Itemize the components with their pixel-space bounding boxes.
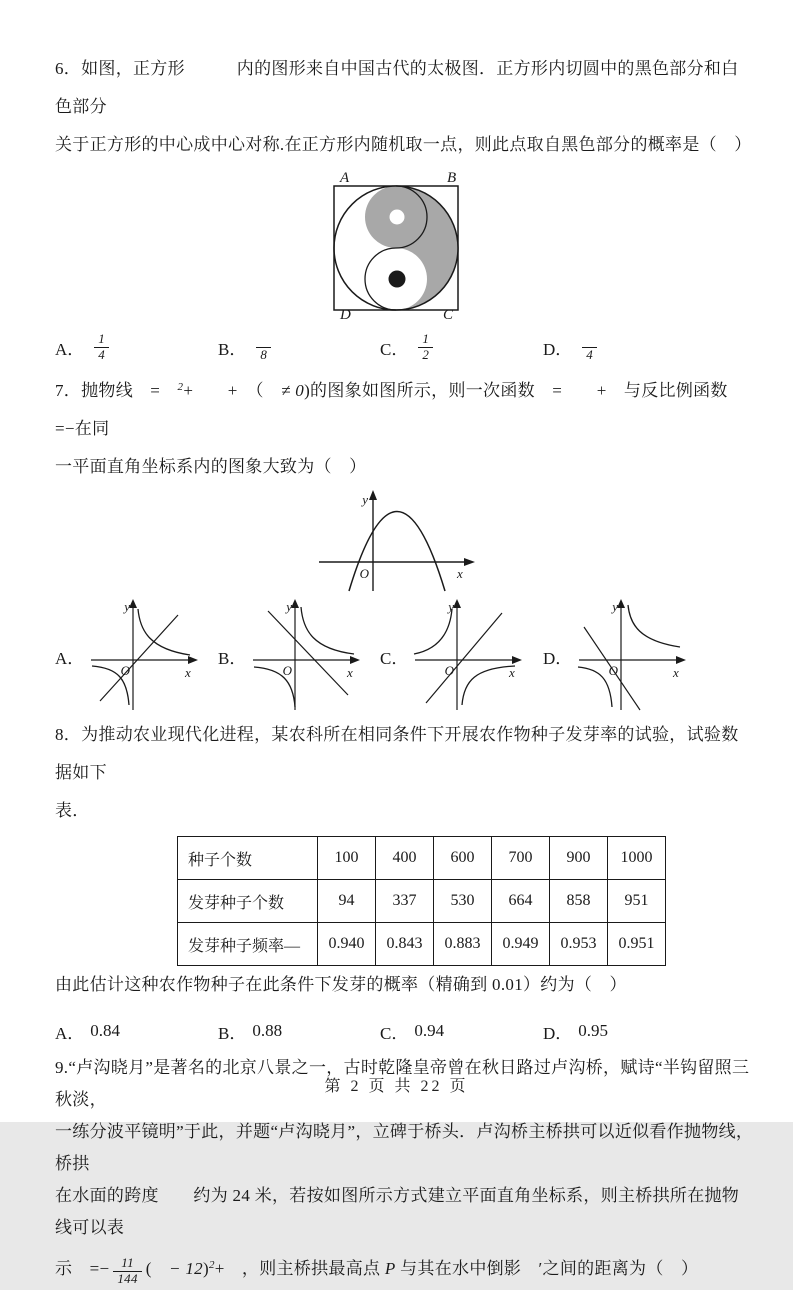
option-label: D． — [543, 1023, 573, 1043]
y-label: y — [448, 599, 455, 614]
x-label: x — [347, 665, 354, 680]
q9-formula-prefix: 示 =− — [55, 1259, 110, 1278]
q7-option-a-graph — [88, 597, 200, 715]
fraction-denominator: 4 — [586, 346, 593, 362]
fraction-numerator: 1 — [418, 332, 433, 348]
taiji-figure — [37, 168, 755, 323]
table-cell: 337 — [376, 880, 434, 923]
y-axis-arrow — [453, 599, 461, 608]
q9-text-line1: 9.“卢沟晓月”是著名的北京八景之一，古时乾隆皇帝曾在秋日路过卢沟桥，赋诗“半钩留照三秋淡， — [55, 1058, 750, 1109]
origin-label: O — [608, 663, 619, 678]
row-header: 发芽种子频率— — [178, 923, 318, 966]
x-label: x — [457, 566, 463, 581]
q9-text-line3: 在水面的跨度 约为 24 米，若按如图所示方式建立平面直角坐标系，则主桥拱所在抛物线可以表 — [55, 1186, 740, 1237]
y-label: y — [286, 599, 293, 614]
table-cell: 0.843 — [376, 923, 434, 966]
origin-label: O — [282, 663, 293, 678]
page-footer: 第 2 页 共 22 页 — [324, 1078, 469, 1095]
hyperbola-branch-q2 — [414, 609, 452, 654]
corner-label-b: B — [447, 170, 457, 186]
hyperbola-branch-q1 — [138, 609, 190, 655]
q9-formula-line — [55, 1244, 755, 1290]
fraction-denominator: 8 — [260, 346, 267, 362]
q8-text-line2: 表． — [55, 801, 90, 820]
option-label: D． — [543, 648, 573, 668]
option-label: C． — [380, 1023, 409, 1043]
q8-option-d — [543, 1019, 755, 1044]
table-cell: 858 — [550, 880, 608, 923]
x-label: x — [185, 665, 192, 680]
fraction — [256, 332, 271, 363]
fraction-denominator: 2 — [422, 346, 429, 362]
white-dot — [390, 210, 405, 225]
x-axis-arrow — [676, 656, 686, 664]
hyperbola-branch-q4 — [462, 666, 515, 705]
x-axis-arrow — [188, 656, 198, 664]
row-header: 种子个数 — [178, 837, 318, 880]
fraction — [582, 332, 597, 363]
q8-option-b — [218, 1019, 380, 1044]
table-row — [178, 837, 666, 880]
q6-options — [55, 326, 755, 368]
q9-formula-open-paren: ( — [145, 1259, 170, 1278]
corner-label-a: A — [340, 170, 350, 186]
q7-option-graphs — [55, 596, 755, 716]
q6-option-d — [543, 332, 755, 363]
table-cell: 0.940 — [318, 923, 376, 966]
q7-part2: + + （ — [183, 381, 282, 400]
black-dot — [389, 271, 406, 288]
option-label: C． — [380, 648, 409, 668]
row-header: 发芽种子个数 — [178, 880, 318, 923]
y-label: y — [124, 599, 131, 614]
q7-option-b — [218, 597, 380, 715]
table-cell: 0.949 — [492, 923, 550, 966]
table-cell: 530 — [434, 880, 492, 923]
fraction — [113, 1256, 141, 1287]
hyperbola-branch-q1 — [628, 605, 680, 647]
q9-text-line2: 一练分波平镜明”于此，并题“卢沟晓月”，立碑于桥头．卢沟桥主桥拱可以近似看作抛物线，桥拱 — [55, 1122, 754, 1173]
parabola-svg — [311, 488, 481, 594]
q7-not-equal-zero: ≠ 0 — [281, 381, 305, 400]
option-label: C． — [380, 339, 409, 359]
y-label: y — [362, 492, 368, 507]
q7-text-line2: 一平面直角坐标系内的图象大致为（ ） — [55, 457, 367, 476]
q9-formula-exponent: 2 — [208, 1259, 215, 1271]
germination-table — [177, 836, 666, 966]
hyperbola-branch-q1 — [301, 607, 354, 654]
table-cell: 951 — [608, 880, 666, 923]
x-axis-arrow — [350, 656, 360, 664]
origin-label: O — [120, 663, 131, 678]
q7-part3: )的图象如图所示，则一次函数 = + 与反比例函数 =−在同 — [55, 381, 746, 438]
y-label: y — [612, 599, 619, 614]
fraction — [418, 332, 433, 363]
q8-options — [55, 1010, 755, 1052]
fraction-numerator: 1 — [94, 332, 109, 348]
x-label: x — [673, 665, 680, 680]
option-label: B． — [218, 1023, 247, 1043]
fraction-numerator: 11 — [113, 1256, 141, 1272]
table-cell: 400 — [376, 837, 434, 880]
table-cell: 0.951 — [608, 923, 666, 966]
option-label: A． — [55, 339, 85, 359]
table-cell: 600 — [434, 837, 492, 880]
option-value: 0.88 — [252, 1021, 283, 1040]
q6-text-line1: 6．如图，正方形 内的图形来自中国古代的太极图．正方形内切圆中的黑色部分和白色部分 — [55, 59, 739, 116]
origin-label: O — [444, 663, 455, 678]
line-negative-slope — [268, 611, 348, 695]
y-axis-arrow — [369, 490, 377, 500]
q8-text-line3: 由此估计这种农作物种子在此条件下发芽的概率（精确到 0.01）约为（ ） — [55, 975, 627, 994]
q7-exponent: 2 — [177, 381, 184, 393]
q6-option-b — [218, 332, 380, 363]
option-label: B． — [218, 339, 247, 359]
x-axis-arrow — [512, 656, 522, 664]
q7-part1: 7．抛物线 = — [55, 381, 178, 400]
corner-label-c: C — [443, 307, 454, 323]
y-axis-arrow — [617, 599, 625, 608]
q8-option-a — [55, 1019, 218, 1044]
table-cell: 900 — [550, 837, 608, 880]
q7-option-b-graph — [250, 597, 362, 715]
fraction — [94, 332, 109, 363]
line-positive-slope — [426, 613, 502, 703]
option-value: 0.84 — [90, 1021, 121, 1040]
y-axis-arrow — [129, 599, 137, 608]
q8-text-line1: 8．为推动农业现代化进程，某农科所在相同条件下开展农作物种子发芽率的试验，试验数据如下 — [55, 725, 739, 782]
table-cell: 100 — [318, 837, 376, 880]
table-cell: 0.953 — [550, 923, 608, 966]
q9-point-p: P — [384, 1259, 396, 1278]
line-positive-slope — [100, 615, 178, 701]
q9-formula-minus-12: − 12 — [169, 1259, 203, 1278]
option-label: A． — [55, 648, 85, 668]
fraction-numerator — [582, 332, 597, 348]
option-value: 0.94 — [414, 1021, 445, 1040]
y-axis-arrow — [291, 599, 299, 608]
q6-option-c — [380, 332, 543, 363]
q7-option-d — [543, 597, 755, 715]
yang-gray-region — [365, 186, 458, 310]
q7-option-c-graph — [412, 597, 524, 715]
q9-formula-close-paren: ) — [202, 1259, 209, 1278]
hyperbola-branch-q3 — [578, 667, 612, 707]
table-cell: 664 — [492, 880, 550, 923]
q7-text-line1 — [55, 368, 755, 448]
fraction-denominator: 4 — [98, 346, 105, 362]
parabola-figure — [37, 488, 755, 594]
table-row — [178, 880, 666, 923]
taiji-svg — [320, 168, 472, 323]
x-label: x — [509, 665, 516, 680]
fraction-denominator: 144 — [117, 1271, 138, 1286]
q7-option-c — [380, 597, 543, 715]
x-axis-arrow — [464, 558, 475, 566]
table-cell: 700 — [492, 837, 550, 880]
q8-option-c — [380, 1019, 543, 1044]
q6-text-line2: 关于正方形的中心成中心对称.在正方形内随机取一点，则此点取自黑色部分的概率是（ ） — [55, 135, 752, 154]
q9-formula-suffix: 与其在水中倒影 ′之间的距离为（ ） — [395, 1259, 699, 1278]
option-label: D． — [543, 339, 573, 359]
option-label: A． — [55, 1023, 85, 1043]
table-cell: 94 — [318, 880, 376, 923]
table-row — [178, 923, 666, 966]
table-cell: 0.883 — [434, 923, 492, 966]
fraction-numerator — [256, 332, 271, 348]
table-cell: 1000 — [608, 837, 666, 880]
option-value: 0.95 — [578, 1021, 609, 1040]
q6-option-a — [55, 332, 218, 363]
q7-option-a — [55, 597, 218, 715]
corner-label-d: D — [340, 307, 351, 323]
origin-label: O — [359, 566, 369, 581]
q7-option-d-graph — [576, 597, 688, 715]
q9-formula-mid: + ，则主桥拱最高点 — [214, 1259, 385, 1278]
option-label: B． — [218, 648, 247, 668]
